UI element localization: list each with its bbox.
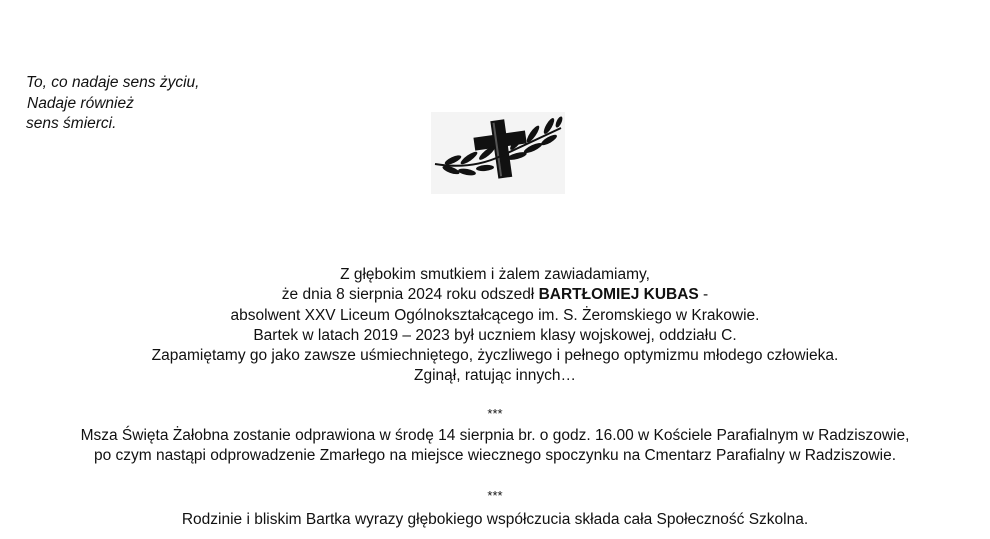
mass-info-block <box>0 426 990 467</box>
motto-line-1: To, co nadaje sens życiu, <box>26 74 200 91</box>
separator-2: *** <box>487 488 503 503</box>
condolences-block <box>0 510 990 530</box>
mass-line-1: Msza Święta Żałobna zostanie odprawiona w środę 14 sierpnia br. o godz. 16.00 w Kościele Parafialnym w Radziszowie, <box>80 427 910 444</box>
condolences-line-1: Rodzinie i bliskim Bartka wyrazy głębokiego współczucia składa cała Społeczność Szkolna. <box>181 511 809 528</box>
motto-line-2: Nadaje również <box>27 94 134 112</box>
motto-quote <box>26 73 199 135</box>
announcement-line-1: Z głębokim smutkiem i żalem zawiadamiamy, <box>340 266 650 283</box>
announcement-line-2-after: - <box>698 286 709 304</box>
cross-with-laurel-icon <box>431 112 565 194</box>
announcement-line-6: Zginął, ratując innych… <box>414 367 576 385</box>
announcement-block <box>0 265 990 387</box>
announcement-line-5: Zapamiętamy go jako zawsze uśmiechniętego, życzliwego i pełnego optymizmu młodego człowieka. <box>151 347 839 365</box>
announcement-line-4: Bartek w latach 2019 – 2023 był uczniem klasy wojskowej, oddziału C. <box>253 326 737 344</box>
motto-line-3: sens śmierci. <box>26 115 117 132</box>
separator-1: *** <box>487 406 503 421</box>
announcement-line-2-before: że dnia 8 sierpnia 2024 roku odszedł <box>281 286 539 304</box>
announcement-line-2 <box>0 285 990 305</box>
mass-line-2: po czym nastąpi odprowadzenie Zmarłego na miejsce wiecznego spoczynku na Cmentarz Parafialny w Radziszowie. <box>93 447 897 465</box>
announcement-line-3: absolwent XXV Liceum Ogólnokształcącego im. S. Żeromskiego w Krakowie. <box>230 306 760 324</box>
deceased-name: BARTŁOMIEJ KUBAS <box>538 286 699 304</box>
